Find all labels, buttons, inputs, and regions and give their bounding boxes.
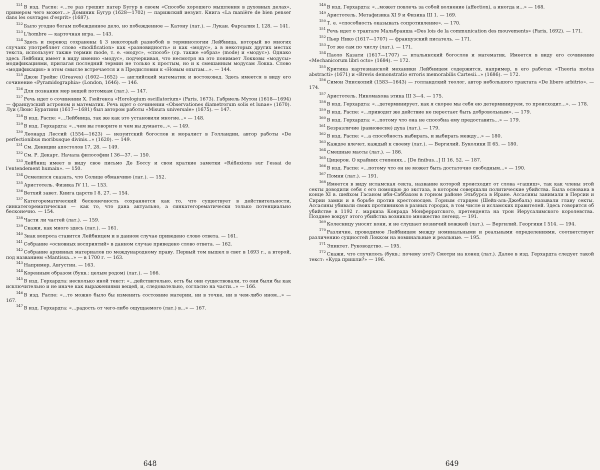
footnote-text: См. Дениции апостолов 17, 28. — 149.: [23, 145, 119, 151]
footnote-text: Скажи, как много здесь (лат.). — 161.: [23, 226, 119, 232]
footnote: [6, 3, 291, 22]
footnote: [309, 11, 594, 19]
footnote-number: 169: [319, 220, 326, 225]
footnote-text: В изд. Распе: «...а способность выбирать, и выбирать между...» — 180.: [326, 134, 502, 140]
footnote-text: Например, Августин. — 163.: [23, 263, 95, 269]
footnote-text: Аристотель. Физика IV 11. — 153.: [23, 183, 108, 189]
footnote: [6, 122, 291, 130]
footnote: [309, 100, 594, 108]
footnote-text: Категорематический бесконечность сохраняется как то, что существует в действительности, синкатегорематическая — как то, что дана актуально, а синкатегорематически только потенциально бесконечно. — 154.: [6, 199, 291, 216]
footnote: [309, 35, 594, 43]
footnote-text: L'hombre — карточная игра. — 143.: [23, 32, 113, 38]
page-number-right: 649: [445, 460, 459, 468]
footnote: [6, 130, 291, 143]
footnote: [309, 180, 594, 221]
footnote-number: 144: [16, 269, 23, 274]
footnote-number: 151: [319, 27, 326, 32]
footnote-number: 142: [16, 247, 23, 252]
footnote-number: 133: [16, 159, 23, 164]
footnote-number: 138: [16, 215, 23, 220]
footnote: [6, 173, 291, 181]
page-number-left: 648: [143, 460, 157, 468]
footnote-number: 132: [16, 151, 23, 156]
footnote-number: 150: [319, 19, 326, 24]
footnote-number: 154: [319, 51, 326, 56]
footnote-text: Эпиктет. Руководство. — 195.: [326, 244, 401, 250]
footnote-text: Знак вопроса ставится Лейбницем и в данном случае приведено слово ответа. — 161.: [23, 234, 238, 240]
footnote: [309, 124, 594, 132]
footnote: [6, 216, 291, 224]
footnote-number: 121: [16, 3, 23, 7]
footnote-text: Различие, проводимое Лейбницем между номинальными и реальными определениями, соответствует различению сущностей Локком на номинальные и реальные. — 195.: [309, 230, 594, 242]
footnote-number: 170: [319, 228, 326, 233]
footnote-text: Безразличие (равновесие) духа (лат.). — 179.: [326, 126, 440, 132]
footnote: [6, 87, 291, 95]
footnote-number: 147: [16, 304, 23, 309]
footnote-number: 137: [16, 196, 23, 201]
footnote-text: Тот же сам по числу (лат.). — 171.: [326, 45, 413, 51]
footnote-text: Здесь и перевод сохранены § 3 некоторый разнобой в терминологии Лейбница, который во многих случаях употребляет слово «modification» как «разновидность» и как «модус», а в некоторых других местах текста, использует также термин mode, т. е. «модус», «способ» (ср. также «образ» (mode) и «модус»). Однако здесь Лейбниц имеет в виду именно «модус», подчеркивая, что несмотря на это понимает Локковы «модусы» модификациями, прилагая последний термин не только к простым, но и к смешанным модусам Локка. Слово «модификация» в этом смысле встречается и в Предисловии к «Новым опытам...». — 144.: [6, 40, 291, 73]
footnote-text: В изд. Герхардта: несколько иной текст: «...действительно, есть бы они существовали, то они были бы как исключительно и не иначе как выражениями вещей, и, следовательно, согласно на части...» — 166.: [6, 279, 291, 291]
footnote: [309, 116, 594, 124]
footnote-text: В изд. Герхардта: «...чем вы говорите и чем вы думаете...». — 149.: [23, 124, 190, 130]
footnote-text: Каждое влечет, каждый к своему (лат.). — Вергилий. Буколики II 65. — 180.: [326, 142, 518, 148]
footnote-number: 162: [319, 131, 326, 136]
footnote-text: В изд. Распе: «...Лейбница, так же как это установили многие...» — 148.: [23, 116, 205, 122]
footnote-number: 148: [319, 3, 326, 7]
footnote: [309, 27, 594, 35]
footnote: [6, 232, 291, 240]
footnote-text: Аристотель. Никомахова этика III 3—4. — 175.: [326, 94, 444, 100]
footnote: [6, 95, 291, 114]
footnote: [309, 19, 594, 27]
footnote-number: 126: [16, 86, 23, 91]
footnote-number: 153: [319, 43, 326, 48]
footnote: [309, 78, 594, 91]
footnote-text: Цицерон. О крайних степенях... [De finibus...] II 16, 52. — 187.: [326, 158, 482, 164]
footnote-number: 171: [319, 241, 326, 246]
footnote: [309, 65, 594, 78]
footnote-number: 166: [319, 163, 326, 168]
footnote: [6, 224, 291, 232]
footnote: [309, 3, 594, 11]
footnote-text: Имеется в виду исламская секта, название которой происходит от слова «гашиш», так как члены этой секты доводили себя с его помощью до экстаза, в котором совершали политические убийства. Была основана в конце XI в. шейхом Гасаном ибн-Саббахом в горном районе Эльбурса в Иране. Ассасины занимали в Персии и Сирии замки и в борьбе против крестоносцев. Горным старцем (Шейх-аль-Джебаль) называли главу секты. Ассасины убивали своих противников в разных городах, в том числе и исламских правителей. Здесь говорится об убийстве в 1192 г. маркиза Конрада Монферратского, претендента на трон Иерусалимского королевства. Позднее вокруг этого убийства возникло множество легенд. — 191.: [309, 182, 594, 220]
footnote-number: 123: [16, 29, 23, 34]
footnote: [309, 148, 594, 156]
footnote: [309, 164, 594, 172]
footnote-text: Скажи, что случилось (букв.: почему это?) Смотри на конец (лат.). Далее в изд. Герхардта следует такой текст: «Куда пришли?» — 196.: [309, 252, 594, 263]
footnote-text: Симон Эпископий (1583—1643) — голландский теолог, автор небольшого трактата «De libero arbitrio». — 174.: [309, 80, 594, 92]
footnote-number: 122: [16, 21, 23, 26]
footnote-number: 155: [319, 64, 326, 69]
footnote: [309, 108, 594, 116]
footnote-text: Для познания мер вещей потомкам (лат.). — 147.: [23, 89, 148, 95]
footnote-number: 136: [16, 188, 23, 193]
footnote: [6, 261, 291, 269]
footnote-text: В изд. Герхардта: «...детерминирует, как я скорее мы себя ею детерминируем, то происходит...». — 178.: [326, 102, 589, 108]
footnote-number: 165: [319, 155, 326, 160]
footnote-text: Было угодно богам побежденное дело, но побежденное — Катону (лат.). — Лукан. Фарсалия I, 128. — 141.: [23, 24, 290, 30]
footnote: [309, 92, 594, 100]
footnote-text: Т. е. «способность оказывать сопротивление». — 170.: [326, 21, 461, 27]
footnote-number: 164: [319, 147, 326, 152]
left-page: [6, 3, 291, 467]
footnote: [6, 277, 291, 290]
footnote: [309, 132, 594, 140]
footnote: [6, 30, 291, 38]
footnote-text: Ветхий завет. Книга царств I 8, 27. — 154.: [23, 191, 130, 197]
footnote: [6, 248, 291, 261]
footnote-number: 141: [16, 239, 23, 244]
footnote-text: Осмелился сказать, что Солнце обманчиво (лат.). — 152.: [23, 175, 167, 181]
footnote: [6, 73, 291, 86]
footnote-text: Паоло Казати (1617—1707) — итальянский богослов и математик. Имеется в виду его сочинение «Mechanicorum libri octo» (1684). — 172.: [309, 53, 594, 65]
footnote-text: Помни (лат.). — 191.: [326, 174, 379, 180]
footnote-number: 159: [319, 107, 326, 112]
footnote-number: 161: [319, 123, 326, 128]
footnote: [6, 22, 291, 30]
footnote-number: 160: [319, 115, 326, 120]
footnote-number: 158: [319, 99, 326, 104]
footnote: [6, 151, 291, 159]
footnote-text: Смешные массы (лат.). — 186.: [326, 150, 403, 156]
footnote-number: 149: [319, 11, 326, 16]
footnote-text: В изд. Распе: «...то можно было бы изменить состояние материи, ни в точке, ни в чем-либо ином...» — 167.: [6, 293, 291, 304]
footnote-number: 128: [16, 113, 23, 118]
footnote: [309, 250, 594, 263]
footnote-text: В изд. Распе: «...те раз грешит патер Бугур в своем «Способе хорошего мышления в духовных делах», примером чего может...» Доминик Бугур (1628—1702) — парижский иезуит. Книга «La manière de bien penser dans les ouvrages d'esprit» (1687).: [6, 5, 291, 22]
footnote: [6, 269, 291, 277]
footnote-number: 168: [319, 179, 326, 184]
footnote-number: 131: [16, 143, 23, 148]
footnote-number: 163: [319, 139, 326, 144]
footnote-number: 129: [16, 121, 23, 126]
footnote: [6, 189, 291, 197]
footnote: [6, 38, 291, 73]
footnote-number: 134: [16, 172, 23, 177]
footnote-number: 143: [16, 261, 23, 266]
footnote: [309, 156, 594, 164]
footnote: [6, 114, 291, 122]
footnote-text: Колесницу уносят кони, и не слушает возничий вожжей (лат.). — Вергилий. Георгики I 514. — 194.: [326, 222, 576, 228]
footnote-number: 140: [16, 231, 23, 236]
right-page: [309, 3, 594, 467]
footnote-text: Аристотель. Метафизика XI 9 и Физика III 1. — 169.: [326, 13, 457, 19]
footnote: [309, 51, 594, 64]
footnote-text: В изд. Герхардта: «...радость от чего-либо ощущаемого (лат.) в...» — 167.: [23, 306, 207, 312]
footnote-number: 156: [319, 78, 326, 83]
footnote-number: 157: [319, 91, 326, 96]
footnote-text: Собрание архивных материалов по международному праву. Первый том вышел в свет в 1693 г., а второй, под названием «Mantissa...» — в 1700 г. — 163.: [6, 250, 291, 261]
footnote-number: 152: [319, 35, 326, 40]
footnote-number: 135: [16, 180, 23, 185]
footnote-number: 139: [16, 223, 23, 228]
footnote-number: 167: [319, 171, 326, 176]
footnote-text: См. Р. Декарт. Начала философии I 36—37. — 150.: [23, 153, 151, 159]
footnote-text: Критика картезианской механики Лейбницем содержится, например, в его работах «Theoria motus abstracti» (1671) и «Brevis demonstratio erroris memorabilis Cartesii...» (1686). — 172.: [309, 67, 594, 78]
footnote: [6, 143, 291, 151]
footnote-text: Собрание «основных восприятий» в данном случае приведено слово ответа. — 162.: [23, 242, 233, 248]
footnote: [6, 159, 291, 172]
footnote-text: Леонард Лессий (1554—1623) — иезуитский богослов и моралист в Голландии, автор работы «De perfectionibus moribusque divinis...» (1620). — 149.: [6, 132, 291, 143]
footnote: [6, 181, 291, 189]
footnote: [309, 220, 594, 228]
footnote: [6, 240, 291, 248]
footnote-text: Коренным образом (букв.: целым родом) (лат.). — 166.: [23, 271, 160, 277]
footnote-number: 146: [16, 290, 23, 295]
footnote-number: 125: [16, 73, 23, 78]
footnote-number: 130: [16, 129, 23, 134]
footnote-text: Части ли частей (лат.). — 159.: [23, 218, 100, 224]
footnote-text: Пьер Нико (1617—1707) — французский писатель. — 171.: [326, 37, 472, 43]
footnote-number: 172: [319, 249, 326, 254]
footnote: [6, 197, 291, 216]
footnote-text: В изд. Герхардта: «...может повлечь за собой волнение (affection), а иногда и...» — 168.: [326, 5, 545, 11]
footnote: [6, 304, 291, 312]
footnote-text: В изд. Распе: «...приводит же действие не перестает быть добровольным». — 179.: [326, 110, 532, 116]
footnote-number: 124: [16, 37, 23, 42]
footnote: [6, 291, 291, 304]
footnote: [309, 140, 594, 148]
footnote: [309, 43, 594, 51]
footnote: [309, 228, 594, 241]
footnote: [309, 172, 594, 180]
footnote-text: Джон Грейвс (Greaves) (1602—1652) — английский математик и востоковед. Здесь имеется в виду его сочинение «Pyramidographia» (London, 1646). — 146.: [6, 75, 291, 87]
footnote-number: 127: [16, 94, 23, 99]
footnote-text: Лейбниц имеет в виду свое письмо Де Боссу и свои краткие заметки «Réflexions sur l'essai de l'entendement humain». — 150.: [6, 161, 291, 173]
footnote-text: Речь идет о трактате Мальбранша «Des lois de la communication des mouvements» (Paris, 1692). — 171.: [326, 29, 583, 35]
footnote: [309, 242, 594, 250]
footnote-text: Речь идет о сочинении Х. Гюйгенса «Horologium oscillatorium» (Paris, 1673). Габриель Мутон (1618—1694) — французский астроном и математик. Речь идет о сочинении «Observationes diametrorum solis et lunae» (1670). Луи (Люис Буратини (1617—1681) был автором работы «Misura universale» (1675). — 147.: [6, 97, 291, 114]
footnote-text: В изд. Герхардта: «...потому что она не способна ему предоставить...» — 179.: [326, 118, 521, 124]
footnote-text: В изд. Распе: «...потому что он не может быть достаточно свободным...» — 190.: [326, 166, 526, 172]
footnote-number: 145: [16, 277, 23, 282]
